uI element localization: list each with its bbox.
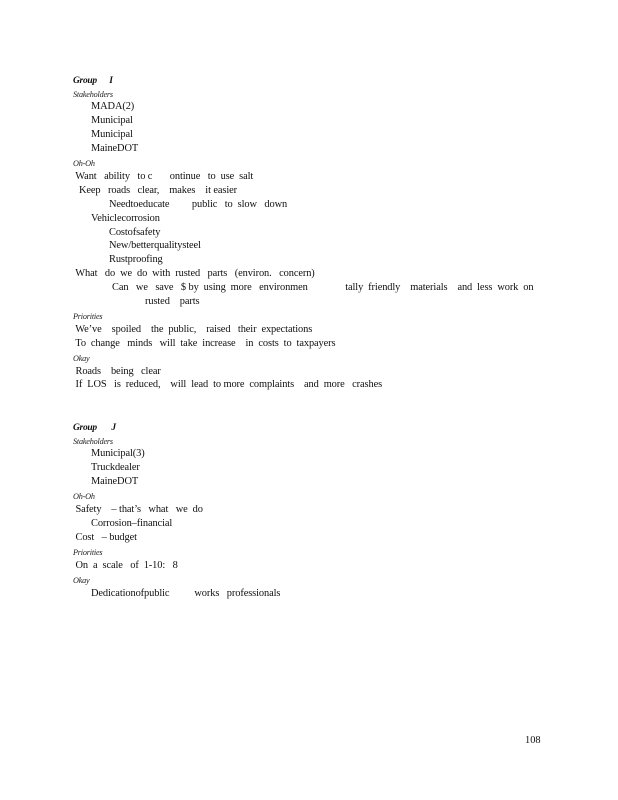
group-j-ohoh-line: Safety – that’s what we do <box>73 504 203 515</box>
group-i-ohoh-line: Rustproofing <box>109 254 163 265</box>
group-i-stakeholder-item: Municipal <box>91 129 133 140</box>
group-j-stakeholders-label: Stakeholders <box>73 437 113 446</box>
group-i-okay-line: If LOS is reduced, will lead to more complaints and more crashes <box>73 379 383 390</box>
group-i-ohoh-label: Oh-Oh <box>73 159 95 168</box>
group-j-priorities-line: On a scale of 1-10: 8 <box>73 560 178 571</box>
group-i-ohoh-line: New/betterqualitysteel <box>109 240 201 251</box>
group-i-stakeholders-label: Stakeholders <box>73 90 113 99</box>
group-i-priorities-line: We’ve spoiled the public, raised their expectations <box>73 324 313 335</box>
group-i-okay-label: Okay <box>73 354 90 363</box>
group-j-ohoh-line: Cost – budget <box>73 532 137 543</box>
group-j-title: Group J <box>73 423 116 433</box>
group-i-priorities-label: Priorities <box>73 312 103 321</box>
group-j-stakeholder-item: MaineDOT <box>91 476 139 487</box>
group-i-ohoh-line: Costofsafety <box>109 227 161 238</box>
group-i-ohoh-line: Keep roads clear, makes it easier <box>79 185 238 196</box>
group-j-ohoh-label: Oh-Oh <box>73 492 95 501</box>
page-number: 108 <box>525 735 541 746</box>
group-j-stakeholder-item: Truckdealer <box>91 462 140 473</box>
group-j-okay-label: Okay <box>73 576 90 585</box>
group-i-ohoh-line: What do we do with rusted parts (environ. concern) <box>73 268 315 279</box>
group-i-priorities-line: To change minds will take increase in costs to taxpayers <box>73 338 336 349</box>
group-i-stakeholder-item: Municipal <box>91 115 133 126</box>
group-i-stakeholder-item: MaineDOT <box>91 143 139 154</box>
group-i-ohoh-line: rusted parts <box>145 296 200 307</box>
group-i-ohoh-line: Vehiclecorrosion <box>91 213 160 224</box>
group-j-priorities-label: Priorities <box>73 548 103 557</box>
group-i-ohoh-line: Needtoeducate public to slow down <box>109 199 288 210</box>
group-i-stakeholder-item: MADA(2) <box>91 101 135 112</box>
group-j-okay-line: Dedicationofpublic works professionals <box>91 588 281 599</box>
group-i-ohoh-line: Can we save $ by using more environmen tally friendly materials and less work on <box>112 282 534 293</box>
group-i-title: Group I <box>73 76 113 86</box>
group-i-ohoh-line: Want ability to c ontinue to use salt <box>73 171 254 182</box>
group-j-stakeholder-item: Municipal(3) <box>91 448 145 459</box>
group-j-ohoh-line: Corrosion–financial <box>91 518 173 529</box>
group-i-okay-line: Roads being clear <box>73 366 161 377</box>
